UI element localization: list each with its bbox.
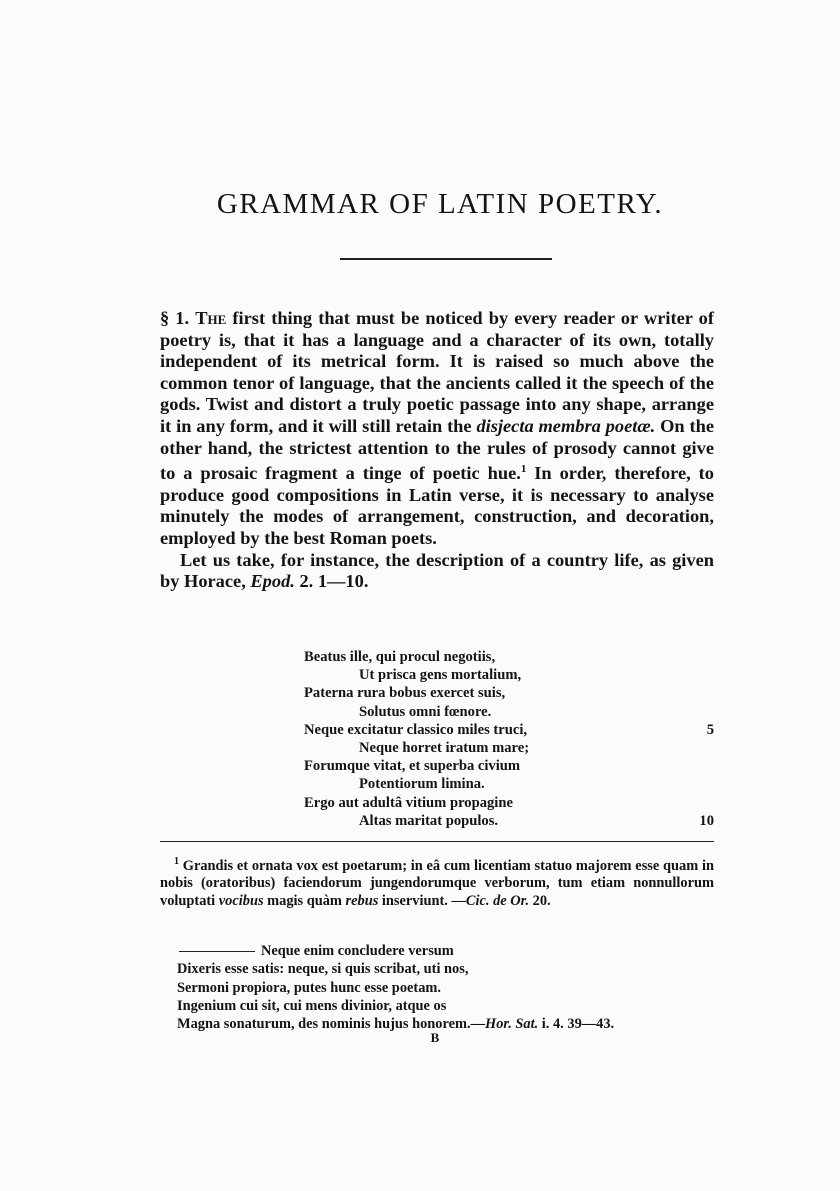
poem-line: Paterna rura bobus exercet suis, <box>304 685 506 702</box>
quote-line: Ingenium cui sit, cui mens divinior, atque os <box>177 997 447 1014</box>
quote-line: Magna sonaturum, des nominis hujus honorem.—Hor. Sat. i. 4. 39—43. <box>177 1016 615 1033</box>
quote-citation: Hor. Sat. <box>485 1016 539 1033</box>
title-divider <box>340 258 552 260</box>
poem-line: Ut prisca gens mortalium, <box>359 667 522 684</box>
main-text <box>160 308 714 593</box>
footnote-marker: 1 <box>174 856 179 867</box>
poem-line: Ergo aut adultâ vitium propagine <box>304 794 513 811</box>
poem-line: Beatus ille, qui procul negotiis, <box>304 649 496 665</box>
quote-line: Sermoni propiora, putes hunc esse poetam. <box>177 979 441 996</box>
italic-phrase: disjecta membra poetæ. <box>476 415 656 436</box>
section-number: § 1. <box>160 308 190 328</box>
footnote-divider <box>160 841 714 842</box>
poem-line: Potentiorum limina. <box>359 776 485 793</box>
poem-excerpt <box>304 648 714 830</box>
dash-rule <box>179 951 255 952</box>
paragraph-2: Let us take, for instance, the description of a country life, as given by Horace, Epod. 2. 1—10. <box>160 549 714 592</box>
poem-line: Neque excitatur classico miles truci, 5 <box>304 721 714 738</box>
poem-line: Neque horret iratum mare; <box>359 739 530 756</box>
quote-line: Dixeris esse satis: neque, si quis scribat, uti nos, <box>177 961 469 978</box>
line-number: 5 <box>706 721 714 738</box>
footnote-citation: Cic. de Or. <box>465 892 530 909</box>
quote-line: Neque enim concludere versum <box>177 942 737 960</box>
poem-line: Solutus omni fœnore. <box>359 703 492 720</box>
source-title: Epod. <box>250 571 295 592</box>
paragraph-1: § 1. The first thing that must be noticed by every reader or writer of poetry is, that it has a language and a character of its own, totally independent of its metrical form. It is raised so much above the common tenor of language, that the ancients called it the speech of the gods. Twist and distort a truly poetic passage into any shape, arrange it in any form, and it will still retain the disjecta membra poetæ. On the other hand, the strictest attention to the rules of prosody cannot give to a prosaic fragment a tinge of poetic hue.$^1$ In order, therefore, to produce good compositions in Latin verse, it is necessary to analyse minutely the modes of arrangement, construction, and decoration, employed by the best Roman poets. <box>160 308 715 549</box>
signature-mark: B <box>430 1030 440 1045</box>
poem-line: Altas maritat populos. 10 <box>359 812 714 829</box>
poem-line: Forumque vitat, et superba civium <box>304 758 521 775</box>
horace-quote <box>177 942 737 1033</box>
footnote: $^1$ Grandis et ornata vox est poetarum; in eâ cum licentiam statuo majorem esse quam in nobis (oratoribus) faciendorum jungendorumque verborum, tum etiam nonnullorum voluptati vocibus magis quàm rebus inserviunt. —Cic. de Or. 20. <box>160 856 714 909</box>
line-number: 10 <box>699 812 714 829</box>
paragraph-opening-word: The <box>195 308 227 328</box>
page-title: GRAMMAR OF LATIN POETRY. <box>216 188 664 220</box>
footnote-reference[interactable]: 1 <box>520 463 527 476</box>
